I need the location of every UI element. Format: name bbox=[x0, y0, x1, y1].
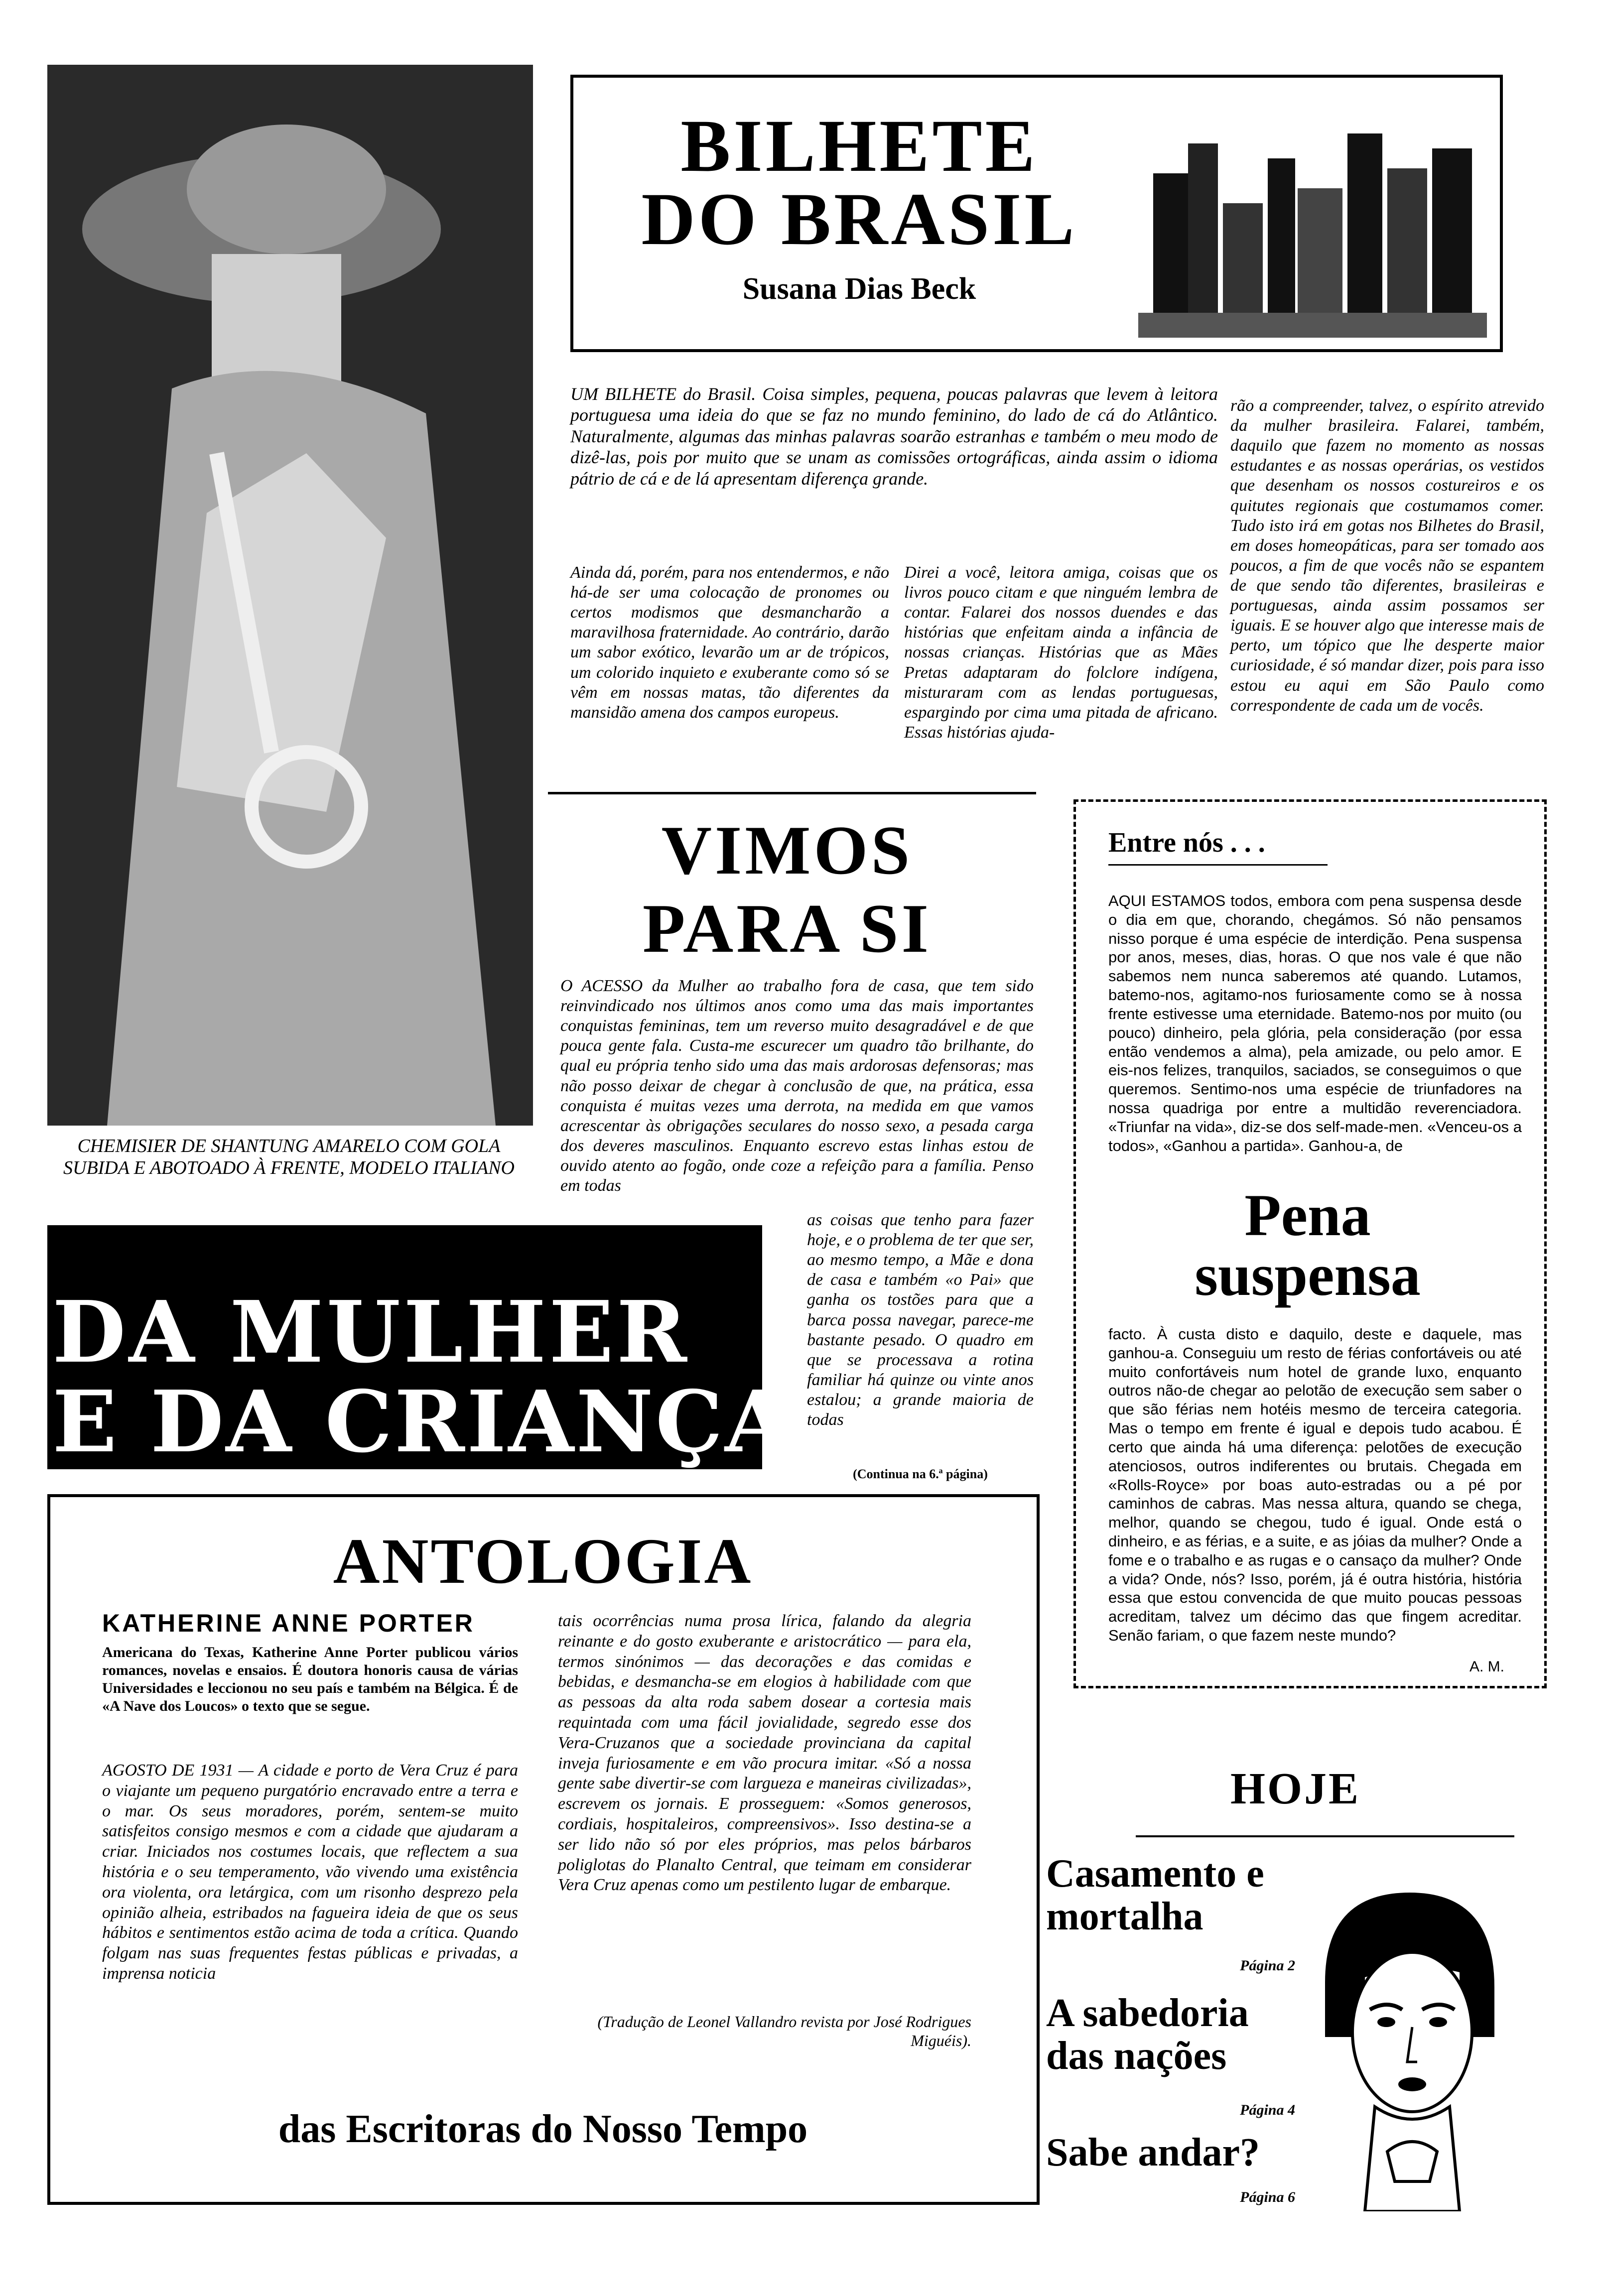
antologia-title: ANTOLOGIA bbox=[333, 1526, 753, 1597]
vimos-title-line1: VIMOS bbox=[661, 812, 913, 889]
bilhete-column-1: Ainda dá, porém, para nos entendermos, e não há-de ser uma colocação de pronomes ou certos modismos que desmancharão a maravilhosa fraternidade. Ao contrário, darão um sabor exótico, levarão um ar de trópicos, um colorido inquieto e exuberante como só se vêm em nossas matas, tão diferentes da mansidão amena dos campos europeus. bbox=[570, 563, 889, 722]
bilhete-column-3: rão a compreender, talvez, o espírito atrevido da mulher brasileira. Falarei, também, daquilo que fazem no momento as nossas estudantes e as nossas operárias, os vestidos que desenham os nossos costureiros e os quitutes regionais que costumamos comer. Tudo isto irá em gotas nos Bilhetes do Brasil, em doses homeopáticas, para ser tomado aos poucos, a fim de que vocês não se espantem de que sendo tão diferentes, brasileiras e portuguesas, ainda assim possamos ser iguais. E se houver algo que interesse mais de perto, um tópico que lhe desperte maior curiosidade, é só mandar dizer, pois para isso estou eu aqui em São Paulo como correspondente de cada um de vocês. bbox=[1230, 396, 1544, 715]
city-skyline-image bbox=[1138, 114, 1487, 338]
antologia-column-1: AGOSTO DE 1931 — A cidade e porto de Vera Cruz é para o viajante um pequeno purgatório encravado entre a terra e o mar. Os seus moradores, porém, sentem-se muito satisfeitos consigo mesmos e com a cidade que ajudaram a criar. Iniciados nos costumes locais, que reflectem a sua história e o seu temperamento, vão vivendo uma existência ora violenta, ora letárgica, com um risonho desprezo pela opinião alheia, estribados na fagueira ideia de que os seus hábitos e sentimentos estão acima de toda a crítica. Quando folgam nas suas frequentes festas públicas e privadas, a imprensa noticia bbox=[102, 1761, 518, 1983]
vimos-body-continued: as coisas que tenho para fazer hoje, e o problema de ter que ser, ao mesmo tempo, a Mãe e dona de casa e também «o Pai» que ganha os tostões para que a barca possa navegar, parece-me bastante pesado. O quadro em que se processava a rotina familiar há quinze ou vinte anos estalou; a grande maioria de todas bbox=[807, 1211, 1034, 1429]
hoje-rule bbox=[1136, 1835, 1514, 1837]
hoje-item-page: Página 4 bbox=[1240, 2102, 1295, 2118]
banner-line1: DA MULHER bbox=[52, 1282, 690, 1382]
bilhete-title-line2: DO BRASIL bbox=[641, 178, 1077, 260]
pena-suspensa-title bbox=[1128, 1182, 1487, 1308]
antologia-bio: Americana do Texas, Katherine Anne Porter publicou vários romances, novelas e ensaios. É doutora honoris causa de várias Universidades e leccionou no seu país e também na Bélgica. É de «A Nave dos Loucos» o texto que se segue. bbox=[102, 1644, 518, 1714]
entre-nos-body-continued: facto. À custa disto e daquilo, deste e daquele, mas ganhou-a. Conseguiu um resto de férias confortáveis ou até muito confortáveis num hotel de grande luxo, enquanto outros não-de chegar ao pelotão de execução sem saber o que são férias nem hotéis mesmo de terceira categoria. Mas o tempo em frente é igual e depois tudo acabou. É certo que ainda há uma diferença: pelotões de execução atenciosos, outros indiferentes ou brutais. Chegada em «Rolls-Royce» por boas auto-estradas ou a pé por caminhos de cabras. Mas nessa altura, quando se chega, melhor, quando se chegou, tudo é igual. Onde está o dinheiro, e as férias, e a suite, e as jóias da mulher? Onde a fome e o trabalho e as rugas e o cansaço da mulher? Onde a vida? Onde, nós? Isso, porém, já é outra história, história essa que estou convencida de que muito poucas pessoas acreditam, talvez um décimo das que fingem acreditar. Senão fariam, o que fazem neste mundo? bbox=[1108, 1325, 1522, 1644]
woman-illustration bbox=[1295, 1873, 1514, 2211]
hoje-title: HOJE bbox=[1230, 1764, 1361, 1813]
vimos-title-line2: PARA SI bbox=[642, 890, 932, 967]
hoje-item-page: Página 2 bbox=[1240, 1957, 1295, 1974]
antologia-author: KATHERINE ANNE PORTER bbox=[102, 1609, 475, 1637]
pena-title-line1: Pena bbox=[1244, 1182, 1371, 1248]
bilhete-author: Susana Dias Beck bbox=[742, 272, 976, 306]
antologia-column-2: tais ocorrências numa prosa lírica, falando da alegria reinante e do gosto exuberante e aristocrático — para ela, termos sinónimos — das decorações e das comidas e bebidas, e desmancha-se em elogios à habilidade com que as pessoas da alta roda sabem dosear a cortesia mais requintada com uma fácil jovialidade, segredo esse dos Vera-Cruzanos que a sociedade provinciana da capital inveja furiosamente e em vão procura imitar. «Só a nossa gente sabe divertir-se com largueza e maneiras civilizadas», escrevem os jornais. E prosseguem: «Somos generosos, cordiais, hospitaleiros, compreensivos». Isso destina-se a ser lido não só por eles próprios, mas pelos bárbaros poliglotas do Planalto Central, que teimam em considerar Vera Cruz apenas como um pestilento lugar de embarque. bbox=[558, 1612, 971, 1895]
banner-line2: E DA CRIANÇA bbox=[52, 1372, 793, 1472]
city-skyline-illustration bbox=[1138, 114, 1487, 338]
vimos-divider bbox=[548, 792, 1036, 794]
vimos-continued-note: (Continua na 6.ª página) bbox=[853, 1467, 988, 1481]
hoje-item-page: Página 6 bbox=[1240, 2189, 1295, 2205]
bilhete-title-line1: BILHETE bbox=[680, 105, 1038, 187]
antologia-translation-credit: (Tradução de Leonel Vallandro revista por José Rodrigues Miguéis). bbox=[597, 2013, 971, 2050]
entre-nos-rule bbox=[1108, 864, 1328, 866]
hoje-item-title: Sabe andar? bbox=[1046, 2131, 1260, 2174]
entre-nos-title: Entre nós . . . bbox=[1108, 827, 1265, 858]
photo-caption: CHEMISIER DE SHANTUNG AMARELO COM GOLA SUBIDA E ABOTOADO À FRENTE, MODELO ITALIANO bbox=[63, 1136, 515, 1178]
hoje-item-title: Casamento e mortalha bbox=[1046, 1852, 1264, 1938]
bilhete-title bbox=[610, 105, 1108, 260]
entre-nos-signature: A. M. bbox=[1469, 1658, 1505, 1675]
antologia-footer: das Escritoras do Nosso Tempo bbox=[278, 2107, 808, 2151]
pena-title-line2: suspensa bbox=[1195, 1242, 1421, 1308]
woman-face-drawing bbox=[1295, 1873, 1514, 2211]
entre-nos-body: AQUI ESTAMOS todos, embora com pena suspensa desde o dia em que, chorando, chegámos. Só não pensamos nisso porque é uma espécie de interdição. Pena suspensa por anos, meses, dias, horas. O que nos vale é que não sabemos nem nunca saberemos até quando. Lutamos, batemo-nos, agitamo-nos furiosamente como se à nossa frente estivesse uma eternidade. Batemo-nos por muito (ou pouco) dinheiro, pela glória, pela consideração (por essa então vendemos a alma), pela amizade, ou pelo amor. E eis-nos felizes, tranquilos, saciados, se conseguimos o que queremos. Sentimo-nos uma espécie de triunfadores na nossa quadriga por entre a multidão reverenciadora. «Triunfar na vida», diz-se dos self-made-men. «Venceu-os a todos», «Ganhou a partida». Ganhou-a, de bbox=[1108, 892, 1522, 1154]
bilhete-intro: UM BILHETE do Brasil. Coisa simples, pequena, poucas palavras que levem à leitora portuguesa uma ideia do que se faz no mundo feminino, do lado de cá do Atlântico. Naturalmente, algumas das minhas palavras soarão estranhas e também o meu modo de dizê-las, pois por muito que se unam as comissões ortográficas, ainda assim o idioma pátrio de cá e de lá apresentam diferença grande. bbox=[570, 384, 1218, 489]
vimos-body: O ACESSO da Mulher ao trabalho fora de casa, que tem sido reinvindicado nos últimos anos como uma das mais importantes conquistas femininas, tem um reverso muito desagradável e de que pouca gente fala. Custa-me escurecer um quadro tão brilhante, do qual eu própria tenho sido uma das mais ardorosas defensoras; mas não posso deixar de chegar à conclusão de que, na prática, essa conquista é muitas vezes uma derrota, na medida em que vamos acrescentar às obrigações seculares do nosso sexo, a pesada carga dos deveres masculinos. Enquanto escrevo estas linhas estou de ouvido atento ao fogão, onde coze a refeição para a família. Penso em todas bbox=[560, 977, 1034, 1195]
fashion-photo-illustration bbox=[47, 65, 533, 1126]
hoje-item-title: A sabedoria das nações bbox=[1046, 1991, 1249, 2078]
bilhete-column-2: Direi a você, leitora amiga, coisas que os livros pouco citam e que ninguém lembra de contar. Falarei dos nossos duendes e das histórias que enfeitam ainda a infância de nossas crianças. Histórias que as Mães Pretas adaptaram do folclore indígena, misturaram com as lendas portuguesas, espargindo por cima uma pitada de africano. Essas histórias ajuda- bbox=[904, 563, 1218, 742]
fashion-photo bbox=[47, 65, 533, 1126]
vimos-title bbox=[573, 812, 1001, 968]
